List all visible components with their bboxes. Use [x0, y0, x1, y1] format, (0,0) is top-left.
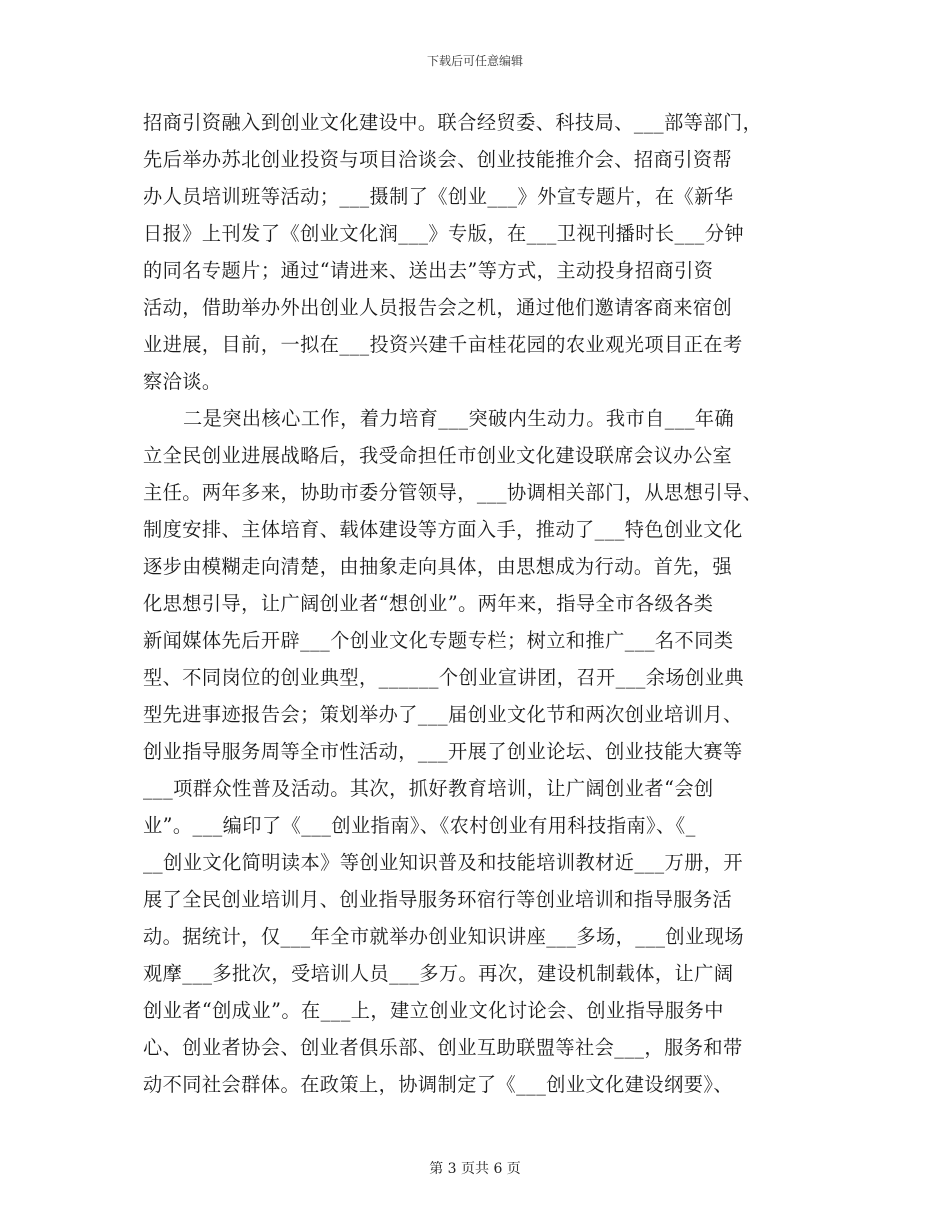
document-body	[143, 104, 808, 1103]
text-line: ___项群众性普及活动。其次，抓好教育培训，让广阔创业者“会创	[143, 777, 714, 800]
text-line: 招商引资融入到创业文化建设中。联合经贸委、科技局、___部等部门，	[143, 111, 763, 134]
text-line: 活动，借助举办外出创业人员报告会之机，通过他们邀请客商来宿创	[143, 296, 733, 319]
text-line: __创业文化简明读本》等创业知识普及和技能培训教材近___万册，开	[143, 851, 744, 874]
text-line: 型、不同岗位的创业典型，______个创业宣讲团，召开___余场创业典	[143, 666, 744, 689]
page-number: 第 3 页共 6 页	[429, 1161, 521, 1177]
text-line: 新闻媒体先后开辟___个创业文化专题专栏；树立和推广___名不同类	[143, 629, 734, 652]
text-line: 动不同社会群体。在政策上，协调制定了《___创业文化建设纲要》、	[143, 1073, 734, 1096]
text-line: 立全民创业进展战略后，我受命担任市创业文化建设联席会议办公室	[143, 444, 733, 467]
text-line: 化思想引导，让广阔创业者“想创业”。两年来，指导全市各级各类	[143, 592, 714, 615]
text-line: 逐步由模糊走向清楚，由抽象走向具体，由思想成为行动。首先，强	[143, 555, 733, 578]
text-line: 展了全民创业培训月、创业指导服务环宿行等创业培训和指导服务活	[143, 888, 733, 911]
text-line: 的同名专题片；通过“请进来、送出去”等方式，主动投身招商引资	[143, 259, 714, 282]
text-line: 观摩___多批次，受培训人员___多万。再次，建设机制载体，让广阔	[143, 962, 734, 985]
text-line: 创业者“创成业”。在___上，建立创业文化讨论会、创业指导服务中	[143, 999, 724, 1022]
text-line: 创业指导服务周等全市性活动，___开展了创业论坛、创业技能大赛等	[143, 740, 743, 763]
text-line: 动。据统计，仅___年全市就举办创业知识讲座___多场，___创业现场	[143, 925, 744, 948]
text-line: 业”。___编印了《___创业指南》、《农村创业有用科技指南》、《_	[143, 814, 696, 837]
paragraph-start-line: 二是突出核心工作，着力培育___突破内生动力。我市自___年确	[183, 407, 735, 430]
text-line: 先后举办苏北创业投资与项目洽谈会、创业技能推介会、招商引资帮	[143, 148, 733, 171]
page-header: 下载后可任意编辑	[426, 54, 523, 68]
text-line: 型先进事迹报告会；策划举办了___届创业文化节和两次创业培训月、	[143, 703, 743, 726]
text-line: 察洽谈。	[143, 370, 222, 393]
text-line: 业进展，目前，一拟在___投资兴建千亩桂花园的农业观光项目正在考	[143, 333, 743, 356]
text-line: 主任。两年多来，协助市委分管领导，___协调相关部门，从思想引导、	[143, 481, 763, 504]
text-line: 制度安排、主体培育、载体建设等方面入手，推动了___特色创业文化	[143, 518, 743, 541]
text-line: 日报》上刊发了《创业文化润___》专版，在___卫视刊播时长___分钟	[143, 222, 744, 245]
text-line: 办人员培训班等活动；___摄制了《创业___》外宣专题片，在《新华	[143, 185, 734, 208]
text-line: 心、创业者协会、创业者俱乐部、创业互助联盟等社会___，服务和带	[143, 1036, 743, 1059]
